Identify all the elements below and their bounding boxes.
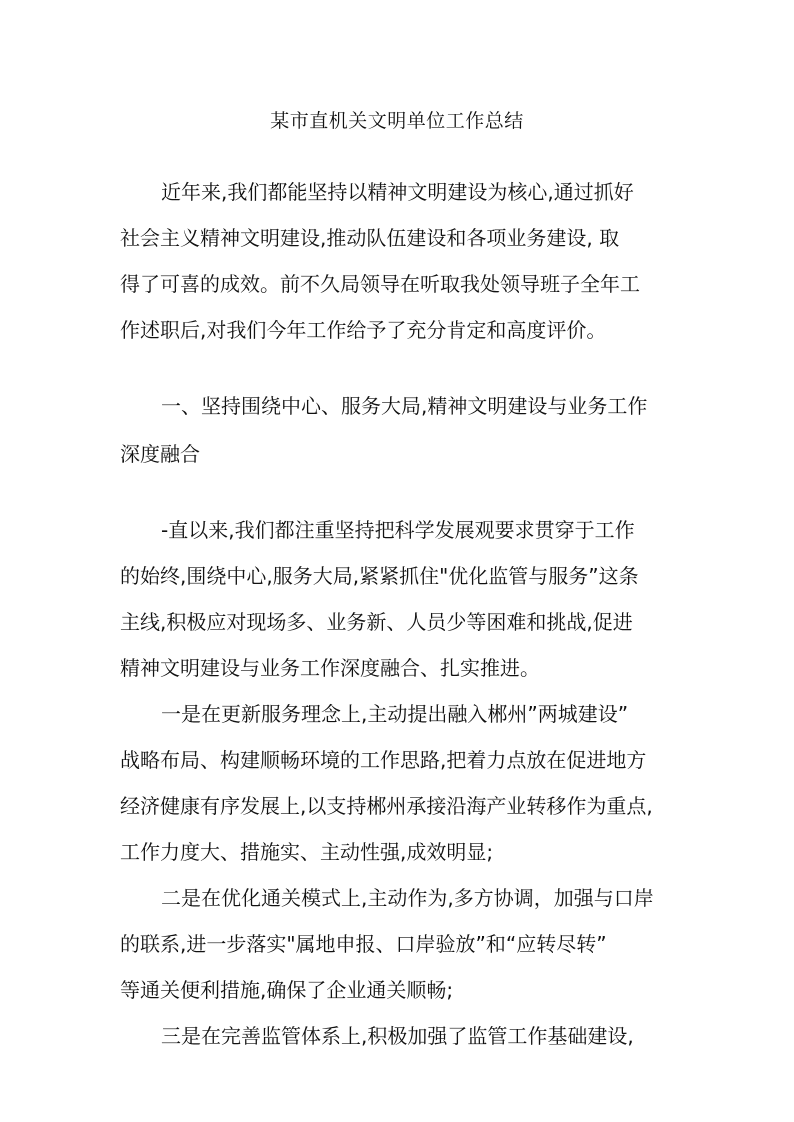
- text-line: 工作力度大、措施实、主动性强,成效明显;: [120, 840, 494, 864]
- text-line: 社会主义精神文明建设,推动队伍建设和各项业务建设, 取: [120, 226, 620, 250]
- text-line: 作述职后,对我们今年工作给予了充分肯定和高度评价。: [120, 318, 607, 342]
- text-line: -直以来,我们都注重坚持把科学发展观要求贯穿于工作: [161, 518, 635, 542]
- text-line: 一是在更新服务理念上,主动提出融入郴州”两城建设”: [161, 702, 629, 726]
- text-line: 近年来,我们都能坚持以精神文明建设为核心,通过抓好: [161, 180, 634, 204]
- text-line: 的始终,围绕中心,服务大局,紧紧抓住"优化监管与服务”这条: [120, 564, 639, 588]
- document-title: 某市直机关文明单位工作总结: [270, 110, 524, 132]
- text-line: 精神文明建设与业务工作深度融合、扎实推进。: [120, 656, 540, 680]
- section-heading-line: 深度融合: [120, 442, 200, 466]
- text-line: 主线,积极应对现场多、业务新、人员少等困难和挑战,促进: [120, 610, 633, 634]
- section-heading-line: 一、坚持围绕中心、服务大局,精神文明建设与业务工作: [161, 394, 648, 418]
- text-line: 三是在完善监管体系上,积极加强了监管工作基础建设,: [161, 1024, 634, 1048]
- text-line: 的联系,进一步落实"属地申报、口岸验放”和“应转尽转”: [120, 932, 607, 956]
- text-line: 二是在优化通关模式上,主动作为,多方协调，加强与口岸: [161, 886, 654, 910]
- text-line: 战略布局、构建顺畅环境的工作思路,把着力点放在促进地方: [120, 748, 647, 772]
- text-line: 等通关便利措施,确保了企业通关顺畅;: [120, 978, 454, 1002]
- text-line: 经济健康有序发展上,以支持郴州承接沿海产业转移作为重点,: [120, 794, 653, 818]
- text-line: 得了可喜的成效。前不久局领导在听取我处领导班子全年工: [120, 272, 640, 296]
